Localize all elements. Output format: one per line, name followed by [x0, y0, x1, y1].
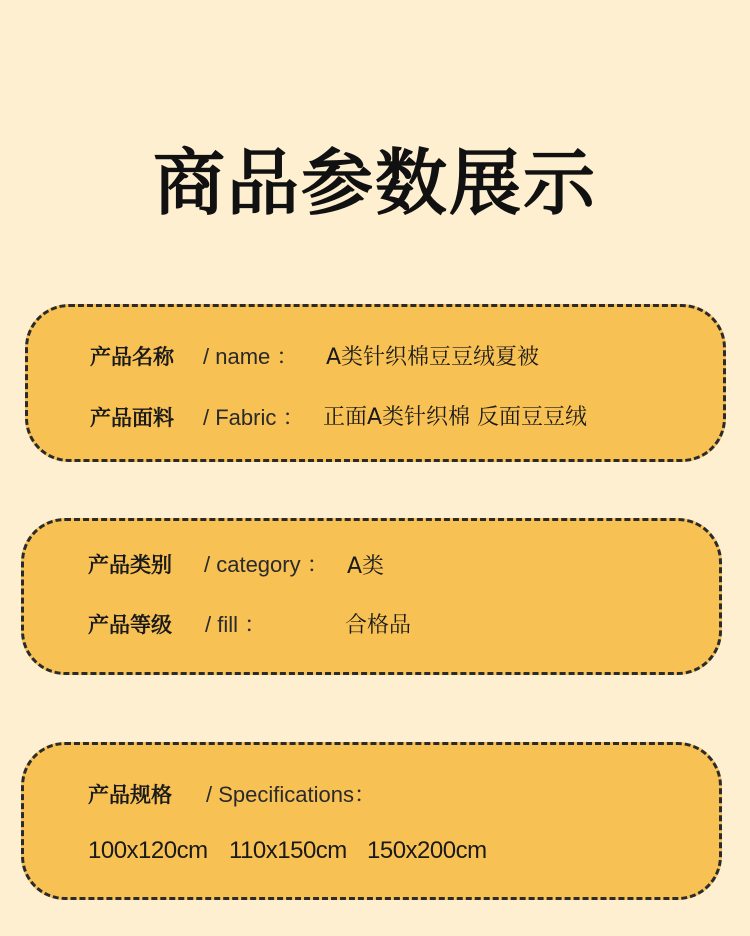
product-fabric-value: 正面A类针织棉 反面豆豆绒: [323, 405, 588, 430]
product-category-label: 产品类别: [88, 553, 172, 577]
product-grade-value: 合格品: [345, 613, 412, 638]
product-name-label: 产品名称: [90, 345, 174, 369]
product-grade-label: 产品等级: [88, 613, 172, 637]
product-name-sublabel: / name ：: [203, 344, 299, 369]
product-category-value: A类: [347, 554, 385, 579]
params-card-name-fabric: [25, 304, 726, 462]
spec-size-2: 110x150cm: [229, 837, 347, 864]
params-card-category-grade: [21, 518, 722, 675]
product-spec-label: 产品规格: [88, 783, 172, 807]
page-title: 商品参数展示: [152, 141, 597, 225]
product-fabric-sublabel: / Fabric ：: [203, 405, 305, 430]
params-card-specifications: [21, 742, 722, 900]
product-spec-sublabel: / Specifications：: [206, 782, 376, 807]
spec-size-1: 100x120cm: [88, 837, 208, 864]
product-name-value: A类针织棉豆豆绒夏被: [326, 345, 540, 370]
product-category-sublabel: / category ：: [204, 552, 329, 577]
product-grade-sublabel: / fill ：: [205, 612, 267, 637]
product-fabric-label: 产品面料: [90, 406, 174, 430]
spec-size-3: 150x200cm: [367, 837, 487, 864]
